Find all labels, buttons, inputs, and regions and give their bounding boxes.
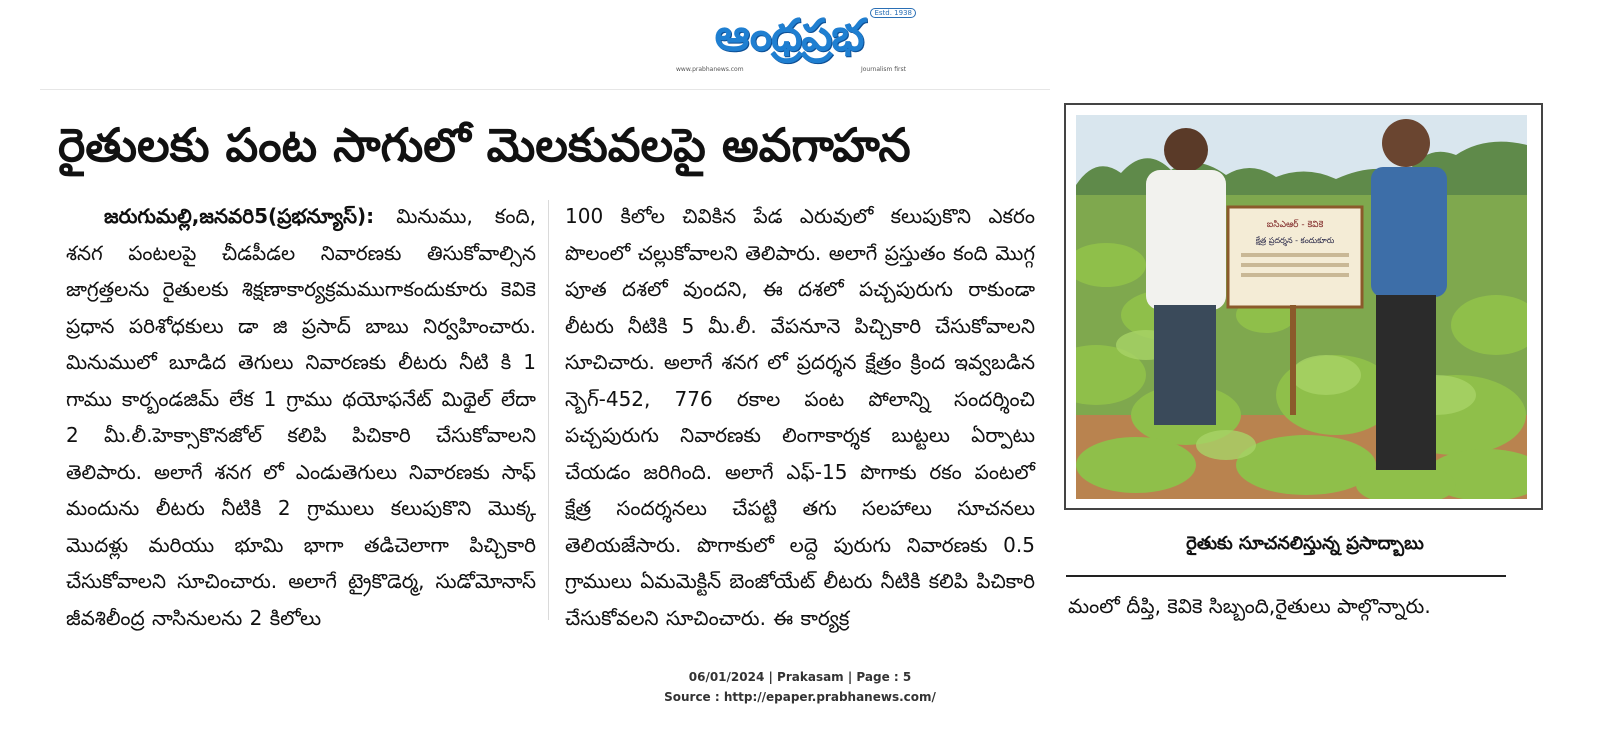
article-col2-text: 100 కిలోల చివికిన పేడ ఎరువులో కలుపుకొని ఎకరం పొలంలో చల్లుకోవాలని తెలిపారు. అలాగే ప్రస్తుతం కంది మొగ్గ పూత దశలో వుందని, ఈ దశలో పచ్చపురుగు రాకుండా లీటరు నీటికి 5 మీ.లీ. వేపనూనె పిచ్చికారి చేసుకోవాలని సూచిచారు. అలాగే శనగ లో ప్రదర్శన క్షేత్రం క్రింద ఇవ్వబడిన న్బెగ్-452, 776 రకాల పంట పోలాన్ని సందర్శించి పచ్చపురుగు నివారణకు లింగాకార్శక బుట్టలు ఏర్పాటు చేయడం జరిగింది. అలాగే ఎఫ్-15 పొగాకు రకం పంటలో క్షేత్ర సందర్శనలు చేపట్టి తగు సలహాలు సూచనలు తెలియజేసారు. పొగాకులో లద్దె పురుగు నివారణకు 0.5 గ్రాములు ఏమమెక్టిన్ బెంజోయేట్ లీటరు నీటికి కలిపి పిచికారి చేసుకోవలని సూచించారు. ఈ కార్యక్ర	[565, 204, 1035, 630]
column-divider	[548, 200, 549, 620]
photo-frame	[1064, 103, 1543, 510]
top-divider	[40, 89, 1050, 90]
article-dateline: జరుగుమల్లి,జనవరి5(ప్రభన్యూస్):	[104, 204, 375, 228]
page-footer	[560, 667, 1040, 707]
article-headline: రైతులకు పంట సాగులో మెలకువలపై అవగాహన	[58, 118, 911, 172]
article-column-3: మంలో దీప్తి, కెవికె సిబ్బంది,రైతులు పాల్గొన్నారు.	[1068, 594, 1431, 618]
article-column-2	[565, 198, 1035, 636]
logo-tagline: Journalism first	[860, 66, 906, 73]
caption-divider	[1066, 575, 1506, 577]
footer-source-link[interactable]: Source : http://epaper.prabhanews.com/	[664, 690, 936, 704]
logo-wordmark: ఆంధ్రప్రభ	[714, 10, 864, 61]
masthead-logo	[670, 8, 920, 74]
footer-date-edition: 06/01/2024 | Prakasam | Page : 5	[688, 670, 912, 684]
article-column-1	[66, 198, 536, 636]
photo-caption: రైతుకు సూచనలిస్తున్న ప్రసాద్బాబు	[1186, 533, 1424, 554]
logo-site: www.prabhanews.com	[676, 66, 744, 73]
article-photo	[1076, 115, 1527, 499]
article-col1-text: మినుము, కంది, శనగ పంటలపై చీడపీడల నివారణకు తిసుకోవాల్సిన జాగ్రత్తలను రైతులకు శిక్షణాకార్యక్రమముగాకందుకూరు కెవికె ప్రధాన పరిశోధకులు డా జి ప్రసాద్ బాబు నిర్వహించారు. మినుములో బూడిద తెగులు నివారణకు లీటరు నీటి కి 1 గాము కార్బండజిమ్ లేక 1 గ్రాము థయోఫనేట్ మిథైల్ లేదా 2 మీ.లీ.హెక్సాకొనజోల్ కలిపి పిచికారి చేసుకోవాలని తెలిపారు. అలాగే శనగ లో ఎండుతెగులు నివారణకు సాఫ్ మందును లీటరు నీటికి 2 గ్రాములు కలుపుకొని మొక్క మొదళ్లు మరియు భూమి భాగా తడిచెలాగా పిచ్చికారి చేసుకోవాలని సూచించారు. అలాగే ట్రైకొడెర్మ, సుడోమోనాస్ జీవశిలీంద్ర నాసినులను 2 కిలోలు	[66, 204, 536, 630]
estd-badge: Estd. 1938	[870, 8, 916, 18]
sign-text-2: క్షేత్ర ప్రదర్శన - కందుకూరు	[1255, 236, 1335, 245]
sign-text-1: ఐసిఎఆర్ - కెవికె	[1266, 220, 1324, 230]
